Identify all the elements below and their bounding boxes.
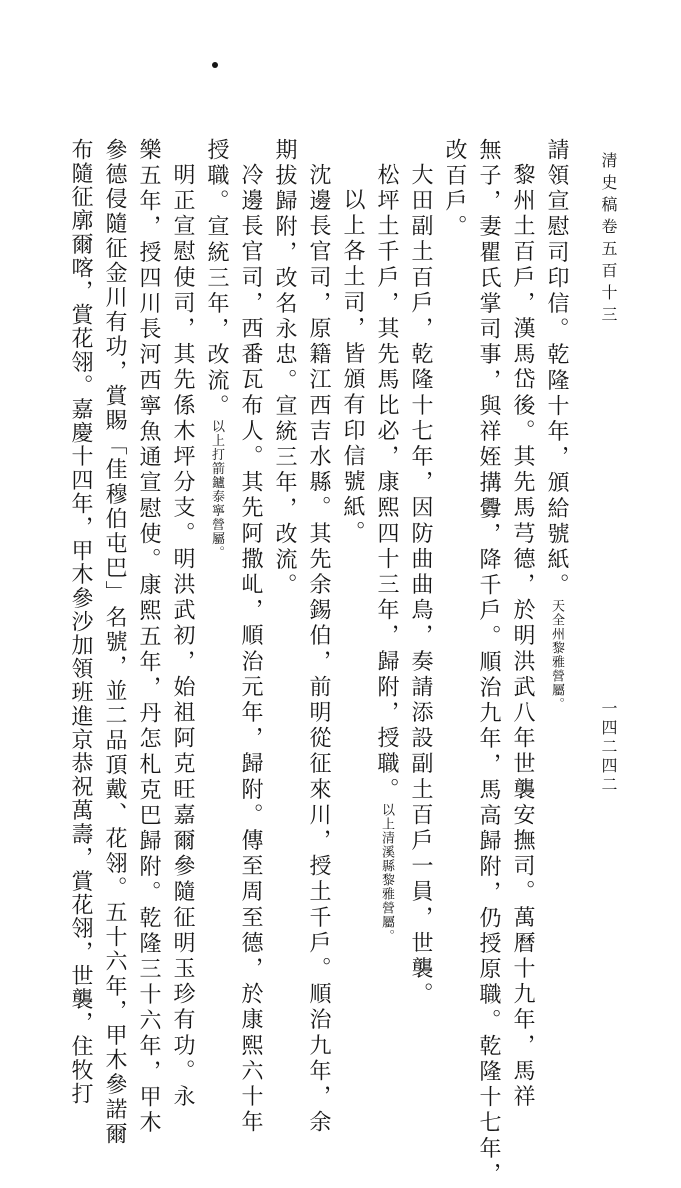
column-text: 布隨征廓爾喀，賞花翎。嘉慶十四年，甲木參沙加領班進京恭祝萬壽，賞花翎，世襲，住牧打 — [68, 138, 93, 1106]
column-note: 以上清溪縣黎雅營屬。 — [379, 803, 394, 943]
text-column-13 — [137, 138, 159, 1136]
text-column-8 — [307, 163, 329, 1136]
column-text: 樂五年，授四川長河西寧魚通宣慰使。康熙五年，丹怎札克巴歸附。乾隆三十六年，甲木 — [136, 138, 161, 1137]
column-text: 授職。宣統三年，改流。 — [204, 138, 229, 420]
text-column-12 — [171, 163, 193, 1110]
column-text: 以上各土司，皆頒有印信號紙。 — [340, 188, 365, 547]
running-header: 清史稿卷五百十三 — [599, 152, 618, 328]
page-dot-mark — [212, 62, 218, 68]
text-column-14 — [103, 138, 125, 1147]
page-number: 一四二四二 — [599, 700, 618, 795]
text-column-5 — [409, 163, 431, 1008]
text-column-9 — [273, 138, 295, 599]
column-text: 松坪土千戶，其先馬比必，康熙四十三年，歸附，授職。 — [374, 163, 399, 803]
column-text: 大田副土百戶，乾隆十七年，因防曲曲鳥，奏請添設副土百戶一員，世襲。 — [408, 163, 433, 1008]
text-column-10 — [239, 163, 261, 1136]
column-text: 改百戶。 — [442, 138, 467, 241]
text-column-3 — [477, 138, 499, 1188]
column-note: 以上打箭鑪泰寧營屬。 — [209, 419, 224, 560]
column-text: 無子，妻瞿氏掌司事，與祥姪搆釁，降千戶。順治九年，馬高歸附，仍授原職。乾隆十七年， — [476, 138, 501, 1188]
column-note: 天全州黎雅營屬。 — [549, 598, 564, 711]
column-text: 沈邊長官司，原籍江西吉水縣。其先余錫伯，前明從征來川，授土千戶。順治九年，余 — [306, 163, 331, 1136]
text-column-1 — [545, 138, 567, 711]
text-column-4 — [443, 138, 465, 240]
text-column-2 — [511, 163, 533, 1110]
text-column-15 — [69, 138, 91, 1106]
column-text: 期拔歸附，改名永忠。宣統三年，改流。 — [272, 138, 297, 599]
text-column-7 — [341, 188, 363, 546]
column-text: 參德侵隨征金川有功，賞賜「佳穆伯屯巴」名號，並二品頂戴、花翎。五十六年，甲木參諾爾 — [102, 138, 127, 1147]
column-text: 冷邊長官司，西番瓦布人。其先阿撒乢，順治元年，歸附。傳至周至德，於康熙六十年 — [238, 163, 263, 1136]
text-column-11 — [205, 138, 227, 560]
column-text: 明正宣慰使司，其先係木坪分支。明洪武初，始祖阿克旺嘉爾參隨征明玉珍有功。永 — [170, 163, 195, 1111]
column-text: 請領宣慰司印信。乾隆十年，頒給號紙。 — [544, 138, 569, 599]
text-column-6 — [375, 163, 397, 943]
column-text: 黎州土百戶，漢馬岱後。其先馬芎德，於明洪武八年世襲安撫司。萬曆十九年，馬祥 — [510, 163, 535, 1111]
